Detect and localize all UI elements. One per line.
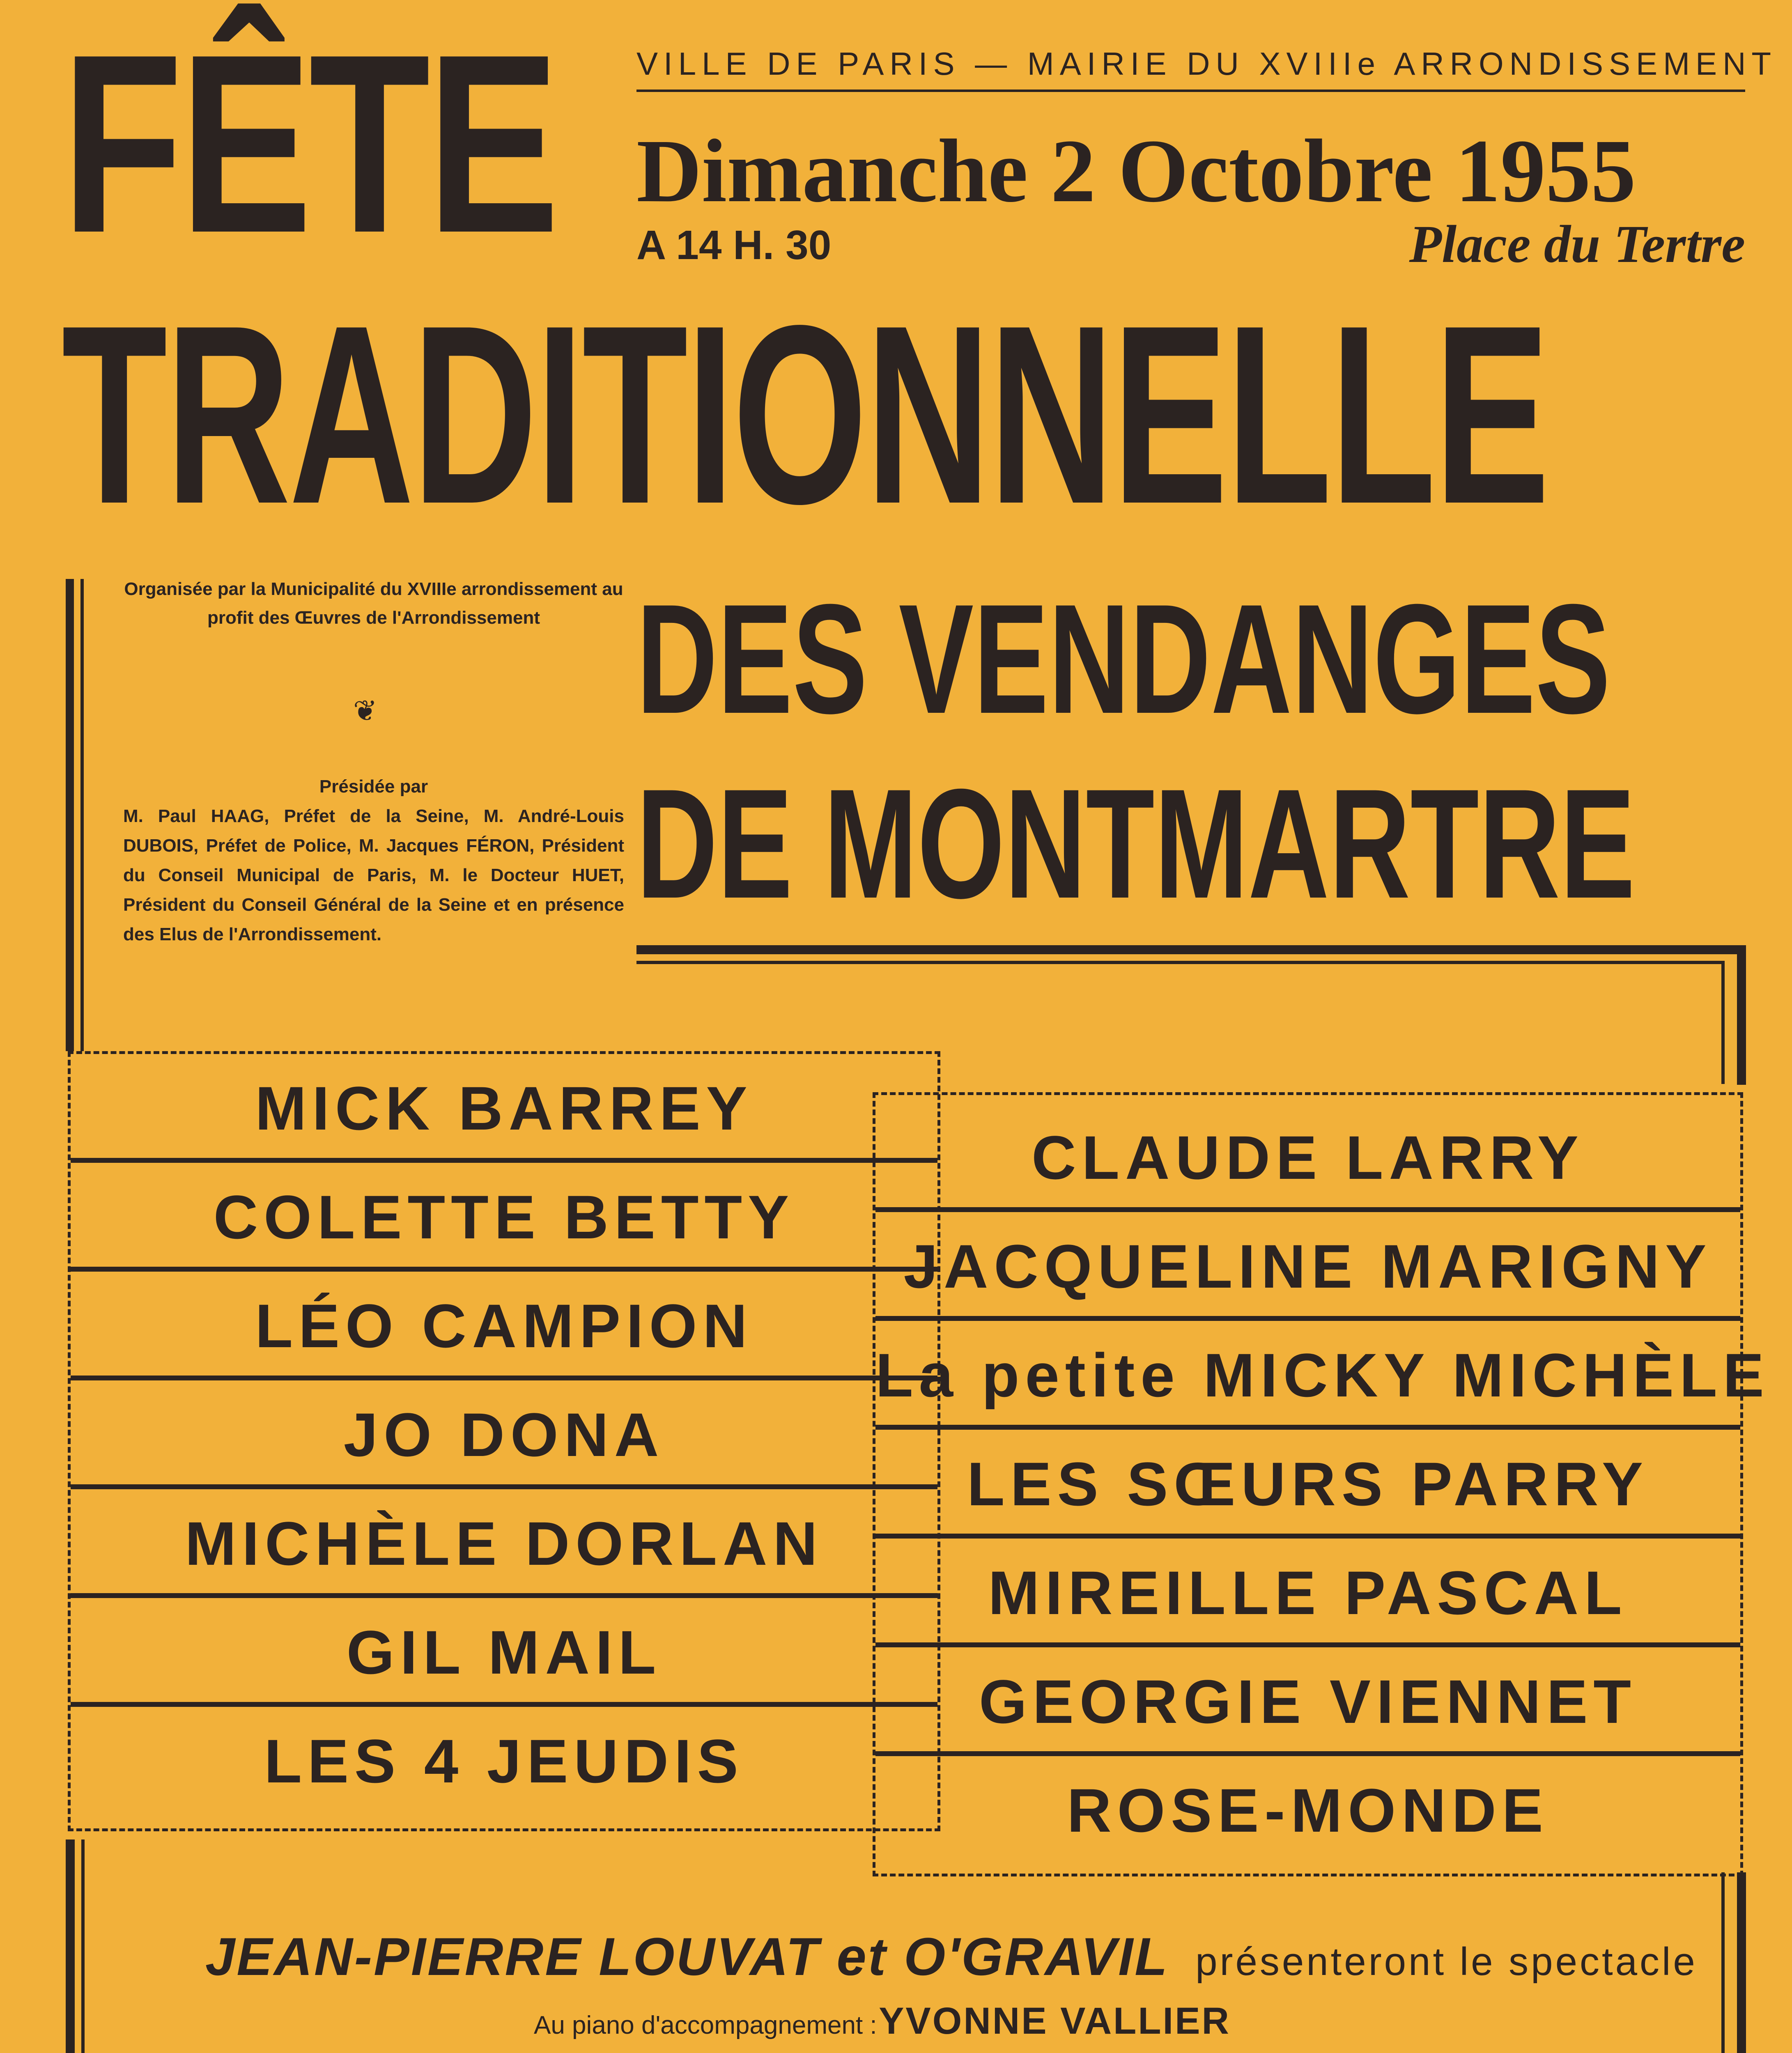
left-frame-bar <box>66 579 74 1051</box>
bottom-frame-left-inner <box>81 1839 85 2053</box>
bottom-frame-right-inner <box>1721 1872 1725 2053</box>
header-organization: VILLE DE PARIS — MAIRIE DU XVIIIe ARRONDISSEMENT <box>636 46 1777 82</box>
presided-by-block <box>123 772 624 949</box>
leaf-ornament-icon: ❦ <box>353 695 377 727</box>
presided-label: Présidée par <box>319 776 428 797</box>
artist-row: LÉO CAMPION <box>71 1272 937 1380</box>
organised-by-text: Organisée par la Municipalité du XVIIIe arrondissement au profit des Œuvres de l'Arrondissement <box>124 579 623 628</box>
header-rule <box>636 90 1745 92</box>
left-frame-bar-inner <box>80 579 84 1051</box>
presenters-line <box>205 1926 1698 1987</box>
event-time: A 14 H. 30 <box>636 222 832 268</box>
artists-card-right <box>873 1092 1770 1876</box>
title-traditionnelle: TRADITIONNELLE <box>62 273 1548 557</box>
artist-row: MICK BARREY <box>71 1054 937 1163</box>
title-fete: FÊTE <box>62 2 556 286</box>
piano-name: YVONNE VALLIER <box>879 2000 1231 2042</box>
bottom-frame-right <box>1737 1872 1746 2053</box>
frame-right-rule-inner <box>1721 961 1725 1084</box>
artist-row: COLETTE BETTY <box>71 1163 937 1272</box>
bottom-frame-left <box>66 1839 75 2053</box>
artist-row: MICHÈLE DORLAN <box>71 1489 937 1598</box>
artists-card-left <box>68 1051 940 1831</box>
artist-row: LES 4 JEUDIS <box>264 1727 744 1796</box>
artist-row: LES SŒURS PARRY <box>875 1430 1740 1539</box>
event-date: Dimanche 2 Octobre 1955 <box>636 121 1636 221</box>
artist-row: ROSE-MONDE <box>1067 1776 1549 1845</box>
frame-top-rule-inner <box>636 961 1725 964</box>
title-des-vendanges: DES VENDANGES <box>636 572 1611 746</box>
artist-row: GIL MAIL <box>71 1598 937 1707</box>
frame-top-rule <box>636 945 1745 954</box>
artist-row: GEORGIE VIENNET <box>875 1647 1740 1756</box>
artist-row: JACQUELINE MARIGNY <box>875 1212 1740 1321</box>
presenters-names: JEAN-PIERRE LOUVAT et O'GRAVIL <box>205 1927 1169 1986</box>
presided-text: M. Paul HAAG, Préfet de la Seine, M. André-Louis DUBOIS, Préfet de Police, M. Jacques FÉRON, Président du Conseil Municipal de Paris, M. le Docteur HUET, Président du Conseil Général de la Seine et en présence des Elus de l'Arrondissement. <box>123 806 624 944</box>
event-place: Place du Tertre <box>1409 215 1745 274</box>
artist-row: MIREILLE PASCAL <box>875 1539 1740 1647</box>
artist-row: La petite MICKY MICHÈLE <box>875 1321 1740 1430</box>
presenters-text: présenteront le spectacle <box>1195 1940 1698 1984</box>
frame-right-rule <box>1737 945 1746 1085</box>
artist-row: CLAUDE LARRY <box>875 1103 1740 1212</box>
title-de-montmartre: DE MONTMARTRE <box>636 756 1635 931</box>
artist-row: JO DONA <box>71 1380 937 1489</box>
piano-line <box>534 2000 1355 2043</box>
piano-label: Au piano d'accompagnement : <box>534 2011 877 2039</box>
